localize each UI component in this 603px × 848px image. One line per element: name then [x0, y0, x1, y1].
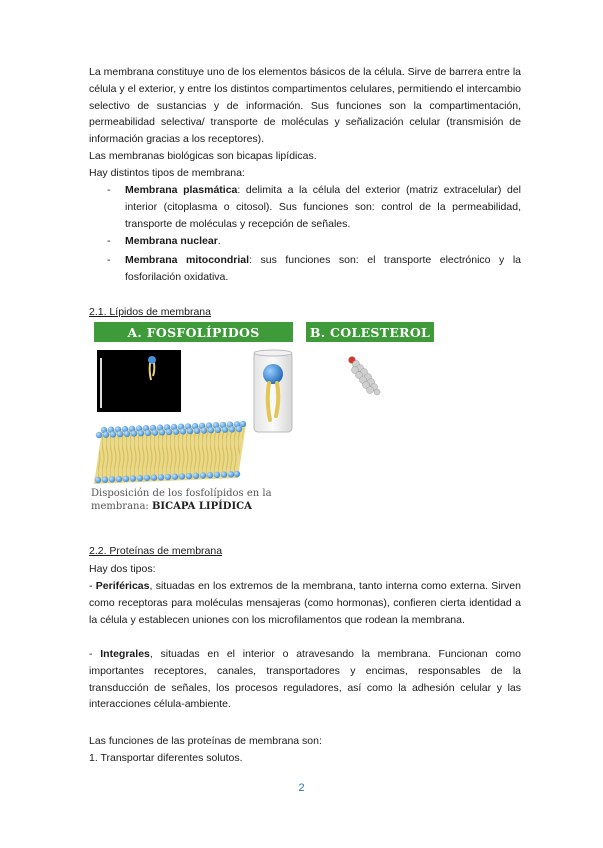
page-number: 2: [298, 782, 305, 794]
text-peripheral: , situadas en los extremos de la membrana, tanto interna como externa. Sirven como receptoras para moléculas mensajeras (como hormonas), confieren cierta identidad a la célula y establecen uniones con los microfilamentos que rodean la membrana.: [89, 580, 521, 626]
figure-caption: [91, 487, 272, 513]
caption-line-1: Disposición de los fosfolípidos en la: [91, 488, 272, 499]
text-nuclear: .: [217, 235, 221, 247]
protein-types-intro: Hay dos tipos:: [89, 563, 156, 575]
text-plasma: : delimita a la célula del exterior (matriz extracelular) del interior (citoplasma o citosol). Sus funciones son: control de la permeabilidad, transporte de moléculas y recepción de señales.: [125, 184, 521, 230]
text-mitochondrial: : sus funciones son: el transporte electrónico y la fosforilación oxidativa.: [125, 254, 521, 283]
phospholipid-small-icon: [97, 350, 181, 412]
caption-line-2-prefix: membrana:: [91, 501, 152, 512]
lipid-bilayer-illustration: [94, 420, 246, 488]
phospholipid-photo: [97, 350, 181, 412]
functions-intro: Las funciones de las proteínas de membrana son:: [89, 735, 322, 747]
integral-paragraph: - Integrales, situadas en el interior o atravesando la membrana. Funcionan como importantes receptores, canales, transportadores y encimas, responsables de la transducción de señales, los procesos reguladores, así como la adhesión celular y las interacciones célula-ambiente.: [89, 648, 522, 711]
intro-paragraph: La membrana constituye uno de los elementos básicos de la célula. Sirve de barrera entre la célula y el exterior, y entre los distintos compartimentos celulares, permitiendo el intercambio selectivo de sustancias y de información. Sus funciones son la compartimentación, permeabilidad selectiva/ transporte de moléculas y señalización celular (transmisión de información gracias a los receptores).: [89, 66, 521, 146]
term-nuclear: Membrana nuclear: [125, 235, 218, 247]
panel-b-header: B. COLESTEROL: [306, 322, 434, 342]
phospholipid-model-icon: [250, 348, 296, 436]
term-mitochondrial: Membrana mitocondrial: [125, 254, 250, 266]
peripheral-paragraph: - Periféricas, situadas en los extremos de la membrana, tanto interna como externa. Sirven como receptoras para moléculas mensajeras (como hormonas), confieren cierta identidad a la célula y establecen uniones con los microfilamentos que rodean la membrana.: [89, 580, 521, 626]
term-integral: Integrales: [100, 648, 150, 660]
bilayer-statement: Las membranas biológicas son bicapas lipídicas.: [89, 150, 317, 162]
list-item-nuclear: [125, 233, 521, 250]
function-item-1: 1. Transportar diferentes solutos.: [89, 752, 243, 764]
list-dash: -: [107, 235, 111, 247]
list-item-plasma: [125, 182, 521, 232]
term-peripheral: Periféricas: [95, 580, 150, 592]
list-dash: -: [107, 254, 111, 266]
list-dash: -: [107, 184, 111, 196]
text-integral: , situadas en el interior o atravesando la membrana. Funcionan como importantes receptores, canales, transportadores y encimas, responsables de la transducción de señales, los procesos reguladores, así como la adhesión celular y las interacciones célula-ambiente.: [89, 648, 522, 711]
membrane-types-intro: Hay distintos tipos de membrana:: [89, 167, 245, 179]
list-item-mitochondrial: [125, 252, 521, 286]
panel-a-header: A. FOSFOLÍPIDOS: [94, 322, 293, 342]
term-plasma: Membrana plasmática: [125, 184, 238, 196]
caption-line-2-bold: BICAPA LIPÍDICA: [151, 501, 252, 512]
cholesterol-molecule-icon: [342, 352, 386, 398]
section-heading-proteins: 2.2. Proteínas de membrana: [89, 545, 223, 557]
section-heading-lipids: 2.1. Lípidos de membrana: [89, 306, 211, 318]
